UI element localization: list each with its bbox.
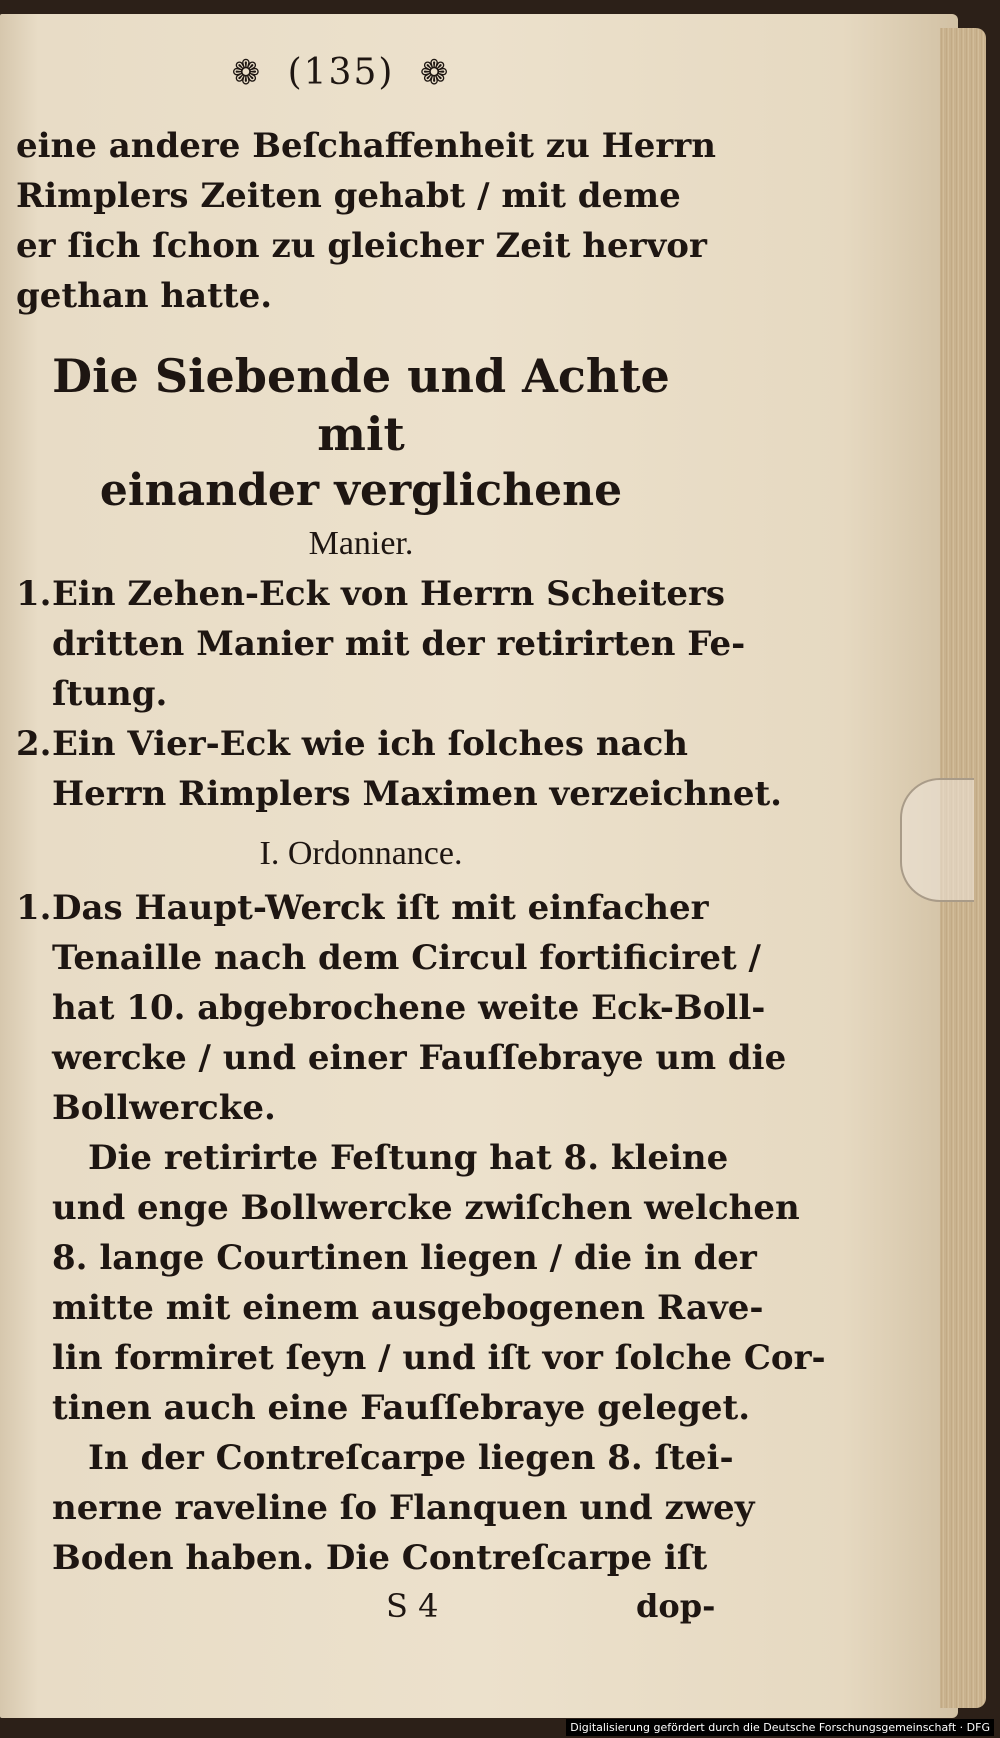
paragraph — [16, 883, 787, 1133]
flower-ornament-left-icon: ❁ — [231, 53, 263, 93]
page-text — [16, 52, 826, 1629]
ordonnance-heading: I. Ordonnance. — [259, 835, 463, 872]
page-header — [0, 52, 706, 93]
section-heading-line2: einander verglichene — [99, 465, 623, 516]
catchword: dop- — [636, 1587, 716, 1625]
text-line: nerne raveline ſo Flanquen und zwey — [52, 1488, 755, 1528]
text-line: Die retirirte Feſtung hat 8. kleine — [88, 1138, 729, 1178]
funding-credit: Digitalisierung gefördert durch die Deutsche Forschungsgemeinschaft · DFG — [566, 1719, 994, 1736]
text-line: Ein Zehen-Eck von Herrn Scheiters — [52, 574, 726, 614]
bookmark-tab — [900, 778, 974, 902]
text-line: Bollwercke. — [52, 1088, 276, 1128]
text-line: gethan hatte. — [16, 276, 273, 316]
section-heading-line3: Manier. — [308, 525, 414, 562]
list-number: 1. — [16, 574, 52, 614]
text-line: Tenaille nach dem Circul fortificiret / — [52, 938, 761, 978]
text-line: wercke / und einer Fauſſebraye um die — [52, 1038, 787, 1078]
text-line: ſtung. — [52, 674, 168, 714]
text-line: mitte mit einem ausgebogenen Rave- — [52, 1288, 764, 1328]
paragraph — [16, 1133, 826, 1433]
text-line: 8. lange Courtinen liegen / die in der — [52, 1238, 757, 1278]
text-line: und enge Bollwercke zwiſchen welchen — [52, 1188, 800, 1228]
text-line: dritten Manier mit der retirirten Fe- — [52, 624, 746, 664]
page-footer — [16, 1583, 716, 1629]
text-line: lin formiret ſeyn / und iſt vor ſolche Cor- — [52, 1338, 826, 1378]
page-number: (135) — [287, 52, 395, 93]
text-line: Boden haben. Die Contreſcarpe iſt — [52, 1538, 708, 1578]
text-line: In der Contreſcarpe liegen 8. ſtei- — [88, 1438, 734, 1478]
section-heading: Die Siebende und Achte mit — [52, 349, 670, 461]
text-line: er ſich ſchon zu gleicher Zeit hervor — [16, 226, 707, 266]
signature-mark: S 4 — [386, 1587, 439, 1625]
text-line: Rimplers Zeiten gehabt / mit deme — [16, 176, 681, 216]
text-line: Das Haupt-Werck iſt mit einfacher — [52, 888, 709, 928]
paragraph — [16, 1433, 755, 1583]
list-item — [16, 719, 782, 819]
list-item — [16, 569, 746, 719]
flower-ornament-right-icon: ❁ — [419, 53, 451, 93]
list-number: 1. — [16, 888, 52, 928]
text-line: tinen auch eine Fauſſebraye geleget. — [52, 1388, 751, 1428]
intro-paragraph — [16, 121, 716, 321]
text-line: Ein Vier-Eck wie ich ſolches nach — [52, 724, 689, 764]
text-line: eine andere Beſchaffenheit zu Herrn — [16, 126, 716, 166]
text-line: hat 10. abgebrochene weite Eck-Boll- — [52, 988, 766, 1028]
text-line: Herrn Rimplers Maximen verzeichnet. — [52, 774, 782, 814]
list-number: 2. — [16, 724, 52, 764]
